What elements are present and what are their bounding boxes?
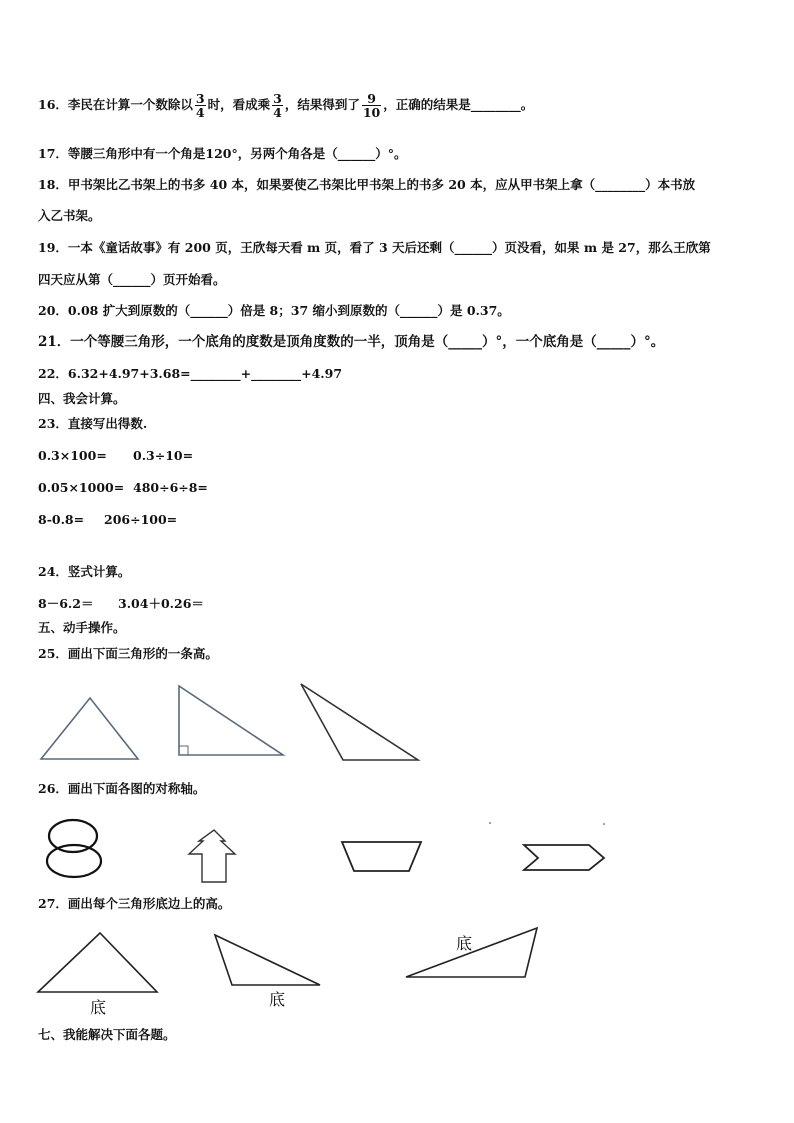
question-24: 24．竖式计算。 — [38, 564, 131, 579]
figure-chevron — [524, 845, 604, 870]
calc-item: 8-0.8= — [38, 512, 85, 527]
question-27: 27．画出每个三角形底边上的高。 — [38, 896, 231, 911]
figure-eight-bottom — [47, 845, 101, 877]
question-17: 17．等腰三角形中有一个角是120°，另两个角各是（______）°。 — [38, 146, 407, 161]
question-19-line2: 四天应从第（______）页开始看。 — [38, 272, 226, 287]
question-20: 20．0.08 扩大到原数的（______）倍是 8；37 缩小到原数的（______）是 0.37。 — [38, 303, 510, 318]
calc-item: 480÷6÷8= — [133, 480, 208, 495]
vertical-calc-item: 8－6.2＝ — [38, 596, 94, 611]
triangle-obtuse — [301, 684, 418, 760]
calc-item: 206÷100= — [104, 512, 178, 527]
question-23: 23．直接写出得数. — [38, 416, 148, 431]
calc-item: 0.05×1000= — [38, 480, 125, 495]
question-16: 16．李民在计算一个数除以 $\frac{3}{4}$ 时，看成乘 $\frac{3}{4}$ ，结果得到了 $\frac{9}{10}$ ，正确的结果是________。 — [38, 91, 534, 120]
question-22: 22．6.32+4.97+3.68=________+________+4.97 — [38, 366, 343, 381]
section-4-heading: 四、我会计算。 — [38, 391, 126, 406]
triangle-obtuse-base — [215, 935, 320, 985]
calc-item: 0.3×100= — [38, 448, 107, 463]
question-18-line1: 18．甲书架比乙书架上的书多 40 本，如果要使乙书架比甲书架上的书多 20 本，应从甲书架上拿（________）本书放 — [38, 177, 696, 192]
triangle-right — [179, 686, 283, 755]
section-5-heading: 五、动手操作。 — [38, 620, 126, 635]
fraction-3-4-b: $\frac{3}{4}$ — [273, 91, 282, 120]
right-angle-mark — [179, 746, 188, 755]
triangle-acute-base — [38, 933, 157, 992]
question-26: 26．画出下面各图的对称轴。 — [38, 781, 206, 796]
calc-item: 0.3÷10= — [133, 448, 194, 463]
figure-trapezoid — [342, 842, 421, 871]
fraction-3-4: $\frac{3}{4}$ — [195, 91, 205, 120]
stray-dot — [603, 823, 605, 825]
fraction-9-10: $\frac{9}{10}$ — [362, 91, 381, 120]
base-label: 底 — [90, 998, 107, 1017]
stray-dot — [489, 822, 491, 824]
question-19-line1: 19．一本《童话故事》有 200 页，王欣每天看 m 页，看了 3 天后还剩（______）页没看，如果 m 是 27，那么王欣第 — [38, 240, 711, 255]
base-label: 底 — [269, 990, 286, 1009]
question-25: 25．画出下面三角形的一条高。 — [38, 646, 218, 661]
figure-tree-arrow — [189, 830, 235, 882]
triangle-isosceles — [41, 698, 138, 759]
question-21: 21．一个等腰三角形，一个底角的度数是顶角度数的一半，顶角是（_____）°，一个底角是（_____）°。 — [38, 334, 665, 350]
question-18-line2: 入乙书架。 — [38, 208, 101, 223]
vertical-calc-item: 3.04＋0.26＝ — [118, 596, 204, 611]
section-7-heading: 七、我能解决下面各题。 — [38, 1027, 176, 1042]
base-label: 底 — [456, 934, 473, 953]
